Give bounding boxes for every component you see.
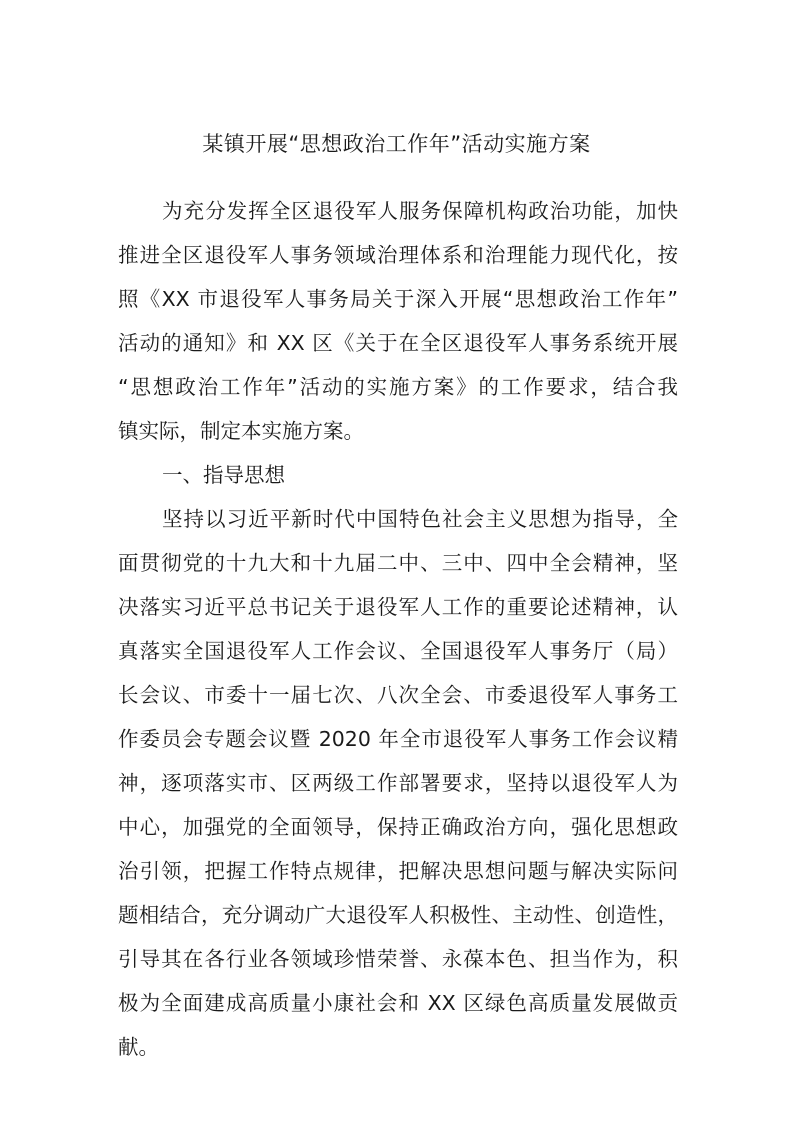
paragraph-1-line-2: 推进全区退役军人事务领域治理体系和治理能力现代化，按 [118,243,678,267]
paragraph-2-line-2: 面贯彻党的十九大和十九届二中、三中、四中全会精神，坚 [118,551,678,575]
paragraph-2-line-8: 中心，加强党的全面领导，保持正确政治方向，强化思想政 [118,815,678,839]
paragraph-2-line-5: 长会议、市委十一届七次、八次全会、市委退役军人事务工 [118,683,678,707]
paragraph-1-line-6: 镇实际，制定本实施方案。 [118,419,364,443]
section-heading: 一、指导思想 [162,463,285,487]
paragraph-1-line-4: 活动的通知》和 XX 区《关于在全区退役军人事务系统开展 [118,331,678,355]
paragraph-2-line-7: 神，逐项落实市、区两级工作部署要求，坚持以退役军人为 [118,771,678,795]
paragraph-1-line-1: 为充分发挥全区退役军人服务保障机构政治功能，加快 [162,199,678,223]
document-title: 某镇开展“思想政治工作年”活动实施方案 [202,132,591,156]
paragraph-2-line-12: 极为全面建成高质量小康社会和 XX 区绿色高质量发展做贡 [118,991,678,1015]
paragraph-2-line-11: 引导其在各行业各领域珍惜荣誉、永葆本色、担当作为，积 [118,947,678,971]
paragraph-2-line-10: 题相结合，充分调动广大退役军人积极性、主动性、创造性， [118,903,678,927]
paragraph-2-line-6: 作委员会专题会议暨 2020 年全市退役军人事务工作会议精 [118,727,678,751]
paragraph-2-line-4: 真落实全国退役军人工作会议、全国退役军人事务厅（局） [118,639,678,663]
paragraph-1-line-3: 照《XX 市退役军人事务局关于深入开展“思想政治工作年” [118,287,678,311]
paragraph-2-line-1: 坚持以习近平新时代中国特色社会主义思想为指导，全 [162,507,678,531]
paragraph-1-line-5: “思想政治工作年”活动的实施方案》的工作要求，结合我 [118,375,678,399]
paragraph-2-line-9: 治引领，把握工作特点规律，把解决思想问题与解决实际问 [118,859,678,883]
paragraph-2-line-13: 献。 [118,1035,159,1059]
paragraph-2-line-3: 决落实习近平总书记关于退役军人工作的重要论述精神，认 [118,595,678,619]
